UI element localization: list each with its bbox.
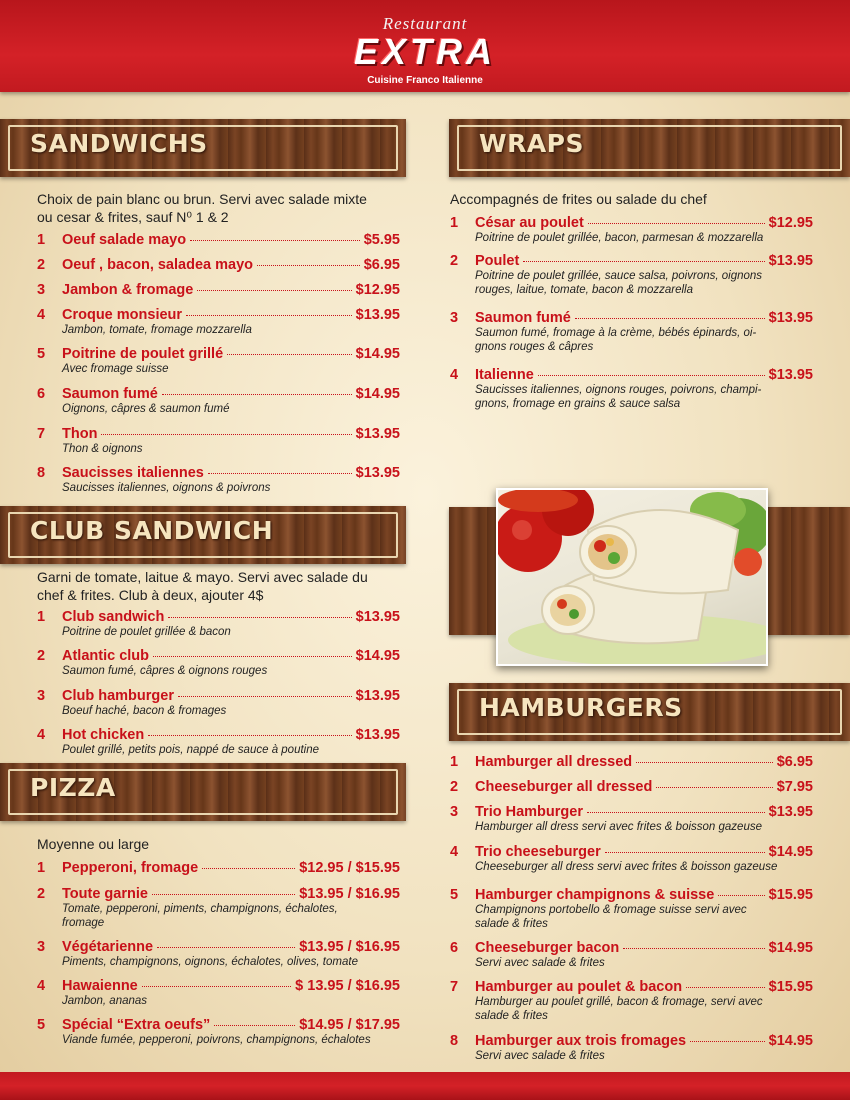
- section-title-pizza: PIZZA: [30, 773, 116, 802]
- item-number: 3: [450, 310, 459, 326]
- item-number: 1: [37, 609, 46, 625]
- menu-item: [450, 367, 813, 411]
- item-price: $14.95: [355, 386, 400, 402]
- item-price: $13.95: [355, 426, 400, 442]
- menu-item: [37, 648, 400, 678]
- item-description: Champignons portobello & fromage suisse servi avec: [475, 904, 747, 916]
- item-price: $13.95: [355, 307, 400, 323]
- dot-leader: [587, 812, 765, 813]
- item-name: Trio Hamburger: [475, 804, 583, 820]
- item-number: 5: [450, 887, 459, 903]
- menu-item: [450, 844, 813, 874]
- item-price: $14.95: [768, 940, 813, 956]
- dot-leader: [153, 656, 352, 657]
- item-description: Hamburger au poulet grillé, bacon & fromage, servi avec: [475, 996, 763, 1008]
- item-name: Pepperoni, fromage: [62, 860, 199, 876]
- menu-item: [37, 939, 400, 969]
- section-title-wraps: WRAPS: [479, 129, 585, 158]
- item-description-continued: rouges, laitue, tomate, bacon & mozzarella: [475, 284, 693, 296]
- item-name: Hawaienne: [62, 978, 138, 994]
- dot-leader: [523, 261, 764, 262]
- header-bar: [0, 0, 850, 92]
- item-price: $13.95: [768, 253, 813, 269]
- dot-leader: [101, 434, 351, 435]
- item-price: $ 13.95 / $16.95: [295, 978, 400, 994]
- dot-leader: [162, 394, 352, 395]
- item-description: Saucisses italiennes, oignons & poivrons: [62, 482, 271, 494]
- club-banner: [0, 506, 406, 564]
- logo-brand: EXTRA: [353, 31, 496, 72]
- item-name: Hamburger all dressed: [475, 754, 633, 770]
- dot-leader: [656, 787, 772, 788]
- item-description: Poitrine de poulet grillée & bacon: [62, 626, 231, 638]
- item-number: 4: [450, 844, 459, 860]
- item-number: 6: [450, 940, 459, 956]
- item-name: Club sandwich: [62, 609, 165, 625]
- dot-leader: [168, 617, 351, 618]
- item-price: $12.95: [768, 215, 813, 231]
- dot-leader: [152, 894, 295, 895]
- item-name: Hamburger aux trois fromages: [475, 1033, 687, 1049]
- item-name: Italienne: [475, 367, 534, 383]
- pizza-banner: [0, 763, 406, 821]
- item-description: Saumon fumé, câpres & oignons rouges: [62, 665, 268, 677]
- wrap-photo: [496, 488, 768, 666]
- item-price: $15.95: [768, 887, 813, 903]
- dot-leader: [214, 1025, 295, 1026]
- item-number: 2: [37, 257, 46, 273]
- item-price: $14.95 / $17.95: [299, 1017, 400, 1033]
- item-name: Hamburger au poulet & bacon: [475, 979, 683, 995]
- item-number: 2: [37, 648, 46, 664]
- item-name: Saumon fumé: [62, 386, 158, 402]
- item-price: $13.95: [768, 367, 813, 383]
- item-name: Cheeseburger bacon: [475, 940, 620, 956]
- menu-item: [450, 310, 813, 354]
- item-price: $13.95: [355, 609, 400, 625]
- menu-item: [37, 886, 400, 930]
- menu-item: [37, 346, 400, 376]
- dot-leader: [190, 240, 360, 241]
- menu-item: [37, 860, 400, 876]
- menu-item: [37, 426, 400, 456]
- item-name: Hamburger champignons & suisse: [475, 887, 715, 903]
- menu-item: [450, 215, 813, 245]
- dot-leader: [257, 265, 360, 266]
- item-price: $13.95: [355, 465, 400, 481]
- menu-item: [450, 754, 813, 770]
- menu-item: [37, 307, 400, 337]
- item-price: $13.95: [355, 688, 400, 704]
- logo-subtitle: Cuisine Franco Italienne: [367, 75, 483, 86]
- item-number: 3: [37, 688, 46, 704]
- item-name: Poitrine de poulet grillé: [62, 346, 224, 362]
- menu-item: [37, 465, 400, 495]
- item-description: Cheeseburger all dress servi avec frites & boisson gazeuse: [475, 861, 778, 873]
- item-number: 3: [450, 804, 459, 820]
- sandwichs-intro: Choix de pain blanc ou brun. Servi avec salade mixte ou cesar & frites, sauf N⁰ 1 & 2: [37, 191, 367, 225]
- menu-item: [37, 609, 400, 639]
- item-name: Thon: [62, 426, 98, 442]
- dot-leader: [227, 354, 352, 355]
- item-name: Trio cheeseburger: [475, 844, 601, 860]
- item-description: Oignons, câpres & saumon fumé: [62, 403, 230, 415]
- item-description: Poulet grillé, petits pois, nappé de sauce à poutine: [62, 744, 320, 756]
- item-description: Avec fromage suisse: [62, 363, 169, 375]
- item-name: Poulet: [475, 253, 520, 269]
- menu-item: [450, 1033, 813, 1063]
- item-price: $13.95 / $16.95: [299, 939, 400, 955]
- menu-item: [37, 386, 400, 416]
- item-name: César au poulet: [475, 215, 584, 231]
- item-description-continued: salade & frites: [475, 1010, 548, 1022]
- item-description: Viande fumée, pepperoni, poivrons, champignons, échalotes: [62, 1034, 371, 1046]
- item-name: Oeuf , bacon, saladea mayo: [62, 257, 253, 273]
- dot-leader: [575, 318, 765, 319]
- dot-leader: [148, 735, 351, 736]
- item-description: Saucisses italiennes, oignons rouges, poivrons, champi-: [475, 384, 762, 396]
- dot-leader: [588, 223, 765, 224]
- item-description: Thon & oignons: [62, 443, 143, 455]
- item-number: 1: [450, 754, 459, 770]
- dot-leader: [202, 868, 295, 869]
- item-number: 4: [37, 727, 46, 743]
- item-price: $7.95: [776, 779, 813, 795]
- item-description: Hamburger all dress servi avec frites & boisson gazeuse: [475, 821, 762, 833]
- club-intro: Garni de tomate, laitue & mayo. Servi avec salade du chef & frites. Club à deux, ajouter 4$: [37, 569, 368, 603]
- item-name: Club hamburger: [62, 688, 174, 704]
- menu-item: [450, 887, 813, 931]
- item-number: 3: [37, 939, 46, 955]
- item-description-continued: gnons rouges & câpres: [475, 341, 594, 353]
- item-description: Jambon, ananas: [62, 995, 148, 1007]
- item-price: $15.95: [768, 979, 813, 995]
- item-description-continued: fromage: [62, 917, 105, 929]
- hamburgers-banner: [449, 683, 850, 741]
- section-title-hamburgers: HAMBURGERS: [479, 693, 683, 722]
- item-description: Piments, champignons, oignons, échalotes, olives, tomate: [62, 956, 358, 968]
- item-name: Saumon fumé: [475, 310, 571, 326]
- item-description-continued: salade & frites: [475, 918, 548, 930]
- menu-item: [450, 804, 813, 834]
- item-number: 4: [450, 367, 459, 383]
- item-name: Toute garnie: [62, 886, 148, 902]
- footer-bar: [0, 1072, 850, 1100]
- wrap-illustration: [498, 490, 766, 664]
- item-number: 7: [37, 426, 46, 442]
- menu-item: [450, 940, 813, 970]
- item-description: Jambon, tomate, fromage mozzarella: [62, 324, 252, 336]
- pizza-intro: Moyenne ou large: [37, 836, 150, 852]
- item-description: Poitrine de poulet grillée, bacon, parmesan & mozzarella: [475, 232, 764, 244]
- sandwichs-banner: [0, 119, 406, 177]
- item-name: Jambon & fromage: [62, 282, 194, 298]
- item-name: Cheeseburger all dressed: [475, 779, 653, 795]
- section-title-sandwichs: SANDWICHS: [30, 129, 208, 158]
- dot-leader: [208, 473, 352, 474]
- item-price: $12.95: [355, 282, 400, 298]
- item-number: 6: [37, 386, 46, 402]
- dot-leader: [623, 948, 764, 949]
- item-description: Servi avec salade & frites: [475, 957, 605, 969]
- dot-leader: [178, 696, 352, 697]
- item-number: 7: [450, 979, 459, 995]
- menu-item: [450, 979, 813, 1023]
- item-number: 8: [37, 465, 46, 481]
- item-number: 5: [37, 1017, 46, 1033]
- item-price: $14.95: [355, 648, 400, 664]
- item-price: $14.95: [768, 1033, 813, 1049]
- item-name: Hot chicken: [62, 727, 145, 743]
- dot-leader: [186, 315, 352, 316]
- item-price: $13.95: [355, 727, 400, 743]
- menu-item: [37, 727, 400, 757]
- menu-item: [450, 779, 813, 795]
- dot-leader: [197, 290, 351, 291]
- item-number: 8: [450, 1033, 459, 1049]
- item-name: Végétarienne: [62, 939, 154, 955]
- item-description: Poitrine de poulet grillée, sauce salsa, poivrons, oignons: [475, 270, 763, 282]
- item-name: Croque monsieur: [62, 307, 183, 323]
- item-price: $6.95: [363, 257, 400, 273]
- dot-leader: [142, 986, 291, 987]
- menu-item: [37, 1017, 400, 1047]
- wraps-banner: [449, 119, 850, 177]
- item-number: 1: [37, 860, 46, 876]
- item-price: $12.95 / $15.95: [299, 860, 400, 876]
- dot-leader: [605, 852, 765, 853]
- item-name: Spécial “Extra oeufs”: [62, 1017, 211, 1033]
- menu-item: [37, 232, 400, 248]
- item-number: 2: [450, 779, 459, 795]
- dot-leader: [686, 987, 765, 988]
- item-description: Saumon fumé, fromage à la crème, bébés épinards, oi-: [475, 327, 757, 339]
- dot-leader: [538, 375, 765, 376]
- menu-item: [37, 978, 400, 1008]
- item-price: $5.95: [363, 232, 400, 248]
- item-description-continued: gnons, fromage en grains & sauce salsa: [475, 398, 681, 410]
- logo-restaurant-text: Restaurant: [382, 14, 468, 33]
- dot-leader: [636, 762, 773, 763]
- item-price: $14.95: [355, 346, 400, 362]
- menu-item: [450, 253, 813, 297]
- menu-item: [37, 257, 400, 273]
- item-price: $14.95: [768, 844, 813, 860]
- item-description: Servi avec salade & frites: [475, 1050, 605, 1062]
- menu-item: [37, 282, 400, 298]
- item-number: 3: [37, 282, 46, 298]
- item-number: 4: [37, 978, 46, 994]
- wraps-intro: Accompagnés de frites ou salade du chef: [450, 191, 707, 207]
- item-description: Tomate, pepperoni, piments, champignons, échalotes,: [62, 903, 338, 915]
- item-price: $6.95: [776, 754, 813, 770]
- item-number: 5: [37, 346, 46, 362]
- menu-item: [37, 688, 400, 718]
- item-number: 1: [37, 232, 46, 248]
- item-name: Oeuf salade mayo: [62, 232, 187, 248]
- dot-leader: [157, 947, 295, 948]
- dot-leader: [690, 1041, 765, 1042]
- item-number: 2: [450, 253, 459, 269]
- section-title-club: CLUB SANDWICH: [30, 516, 274, 545]
- item-number: 4: [37, 307, 46, 323]
- item-name: Saucisses italiennes: [62, 465, 204, 481]
- item-number: 1: [450, 215, 459, 231]
- item-price: $13.95: [768, 310, 813, 326]
- item-number: 2: [37, 886, 46, 902]
- item-price: $13.95: [768, 804, 813, 820]
- item-description: Boeuf haché, bacon & fromages: [62, 705, 227, 717]
- item-price: $13.95 / $16.95: [299, 886, 400, 902]
- dot-leader: [718, 895, 764, 896]
- item-name: Atlantic club: [62, 648, 150, 664]
